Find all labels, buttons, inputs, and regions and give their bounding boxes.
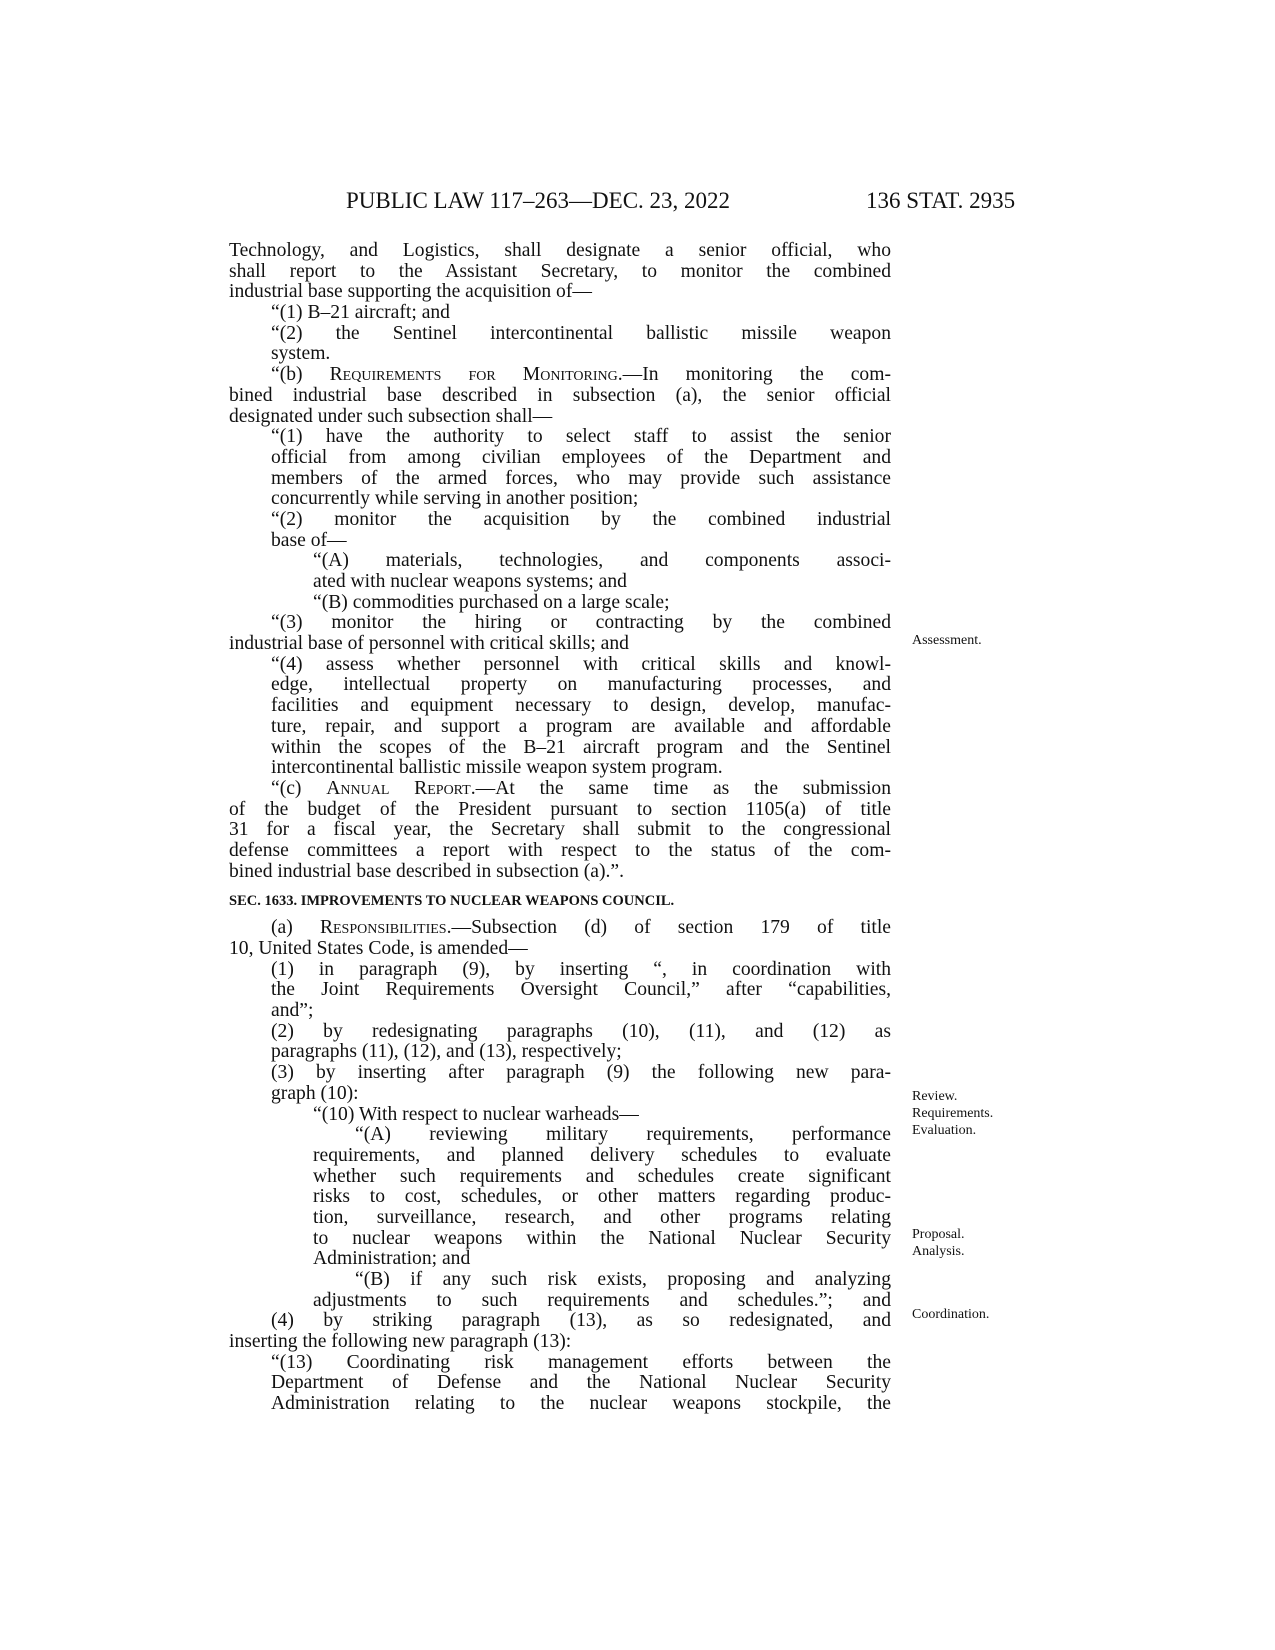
text-line: inserting the following new paragraph (13): <box>229 1331 572 1353</box>
text-line: concurrently while serving in another position; <box>271 488 639 510</box>
text-line: designated under such subsection shall— <box>229 405 553 427</box>
text-line: paragraphs (11), (12), and (13), respectively; <box>271 1041 622 1063</box>
margin-note-requirements: Requirements. <box>912 1106 994 1121</box>
text-line: industrial base supporting the acquisition of— <box>229 281 592 303</box>
text-line: (4) by striking paragraph (13), as so redesignated, and <box>271 1310 891 1332</box>
margin-note-proposal: Proposal. <box>912 1227 965 1242</box>
text-line: the Joint Requirements Oversight Council,” after “capabilities, <box>271 979 891 1001</box>
subsection-a-line <box>229 918 891 939</box>
text-line: ated with nuclear weapons systems; and <box>313 571 627 592</box>
text-line: intercontinental ballistic missile weapon system program. <box>271 757 723 779</box>
text-line: of the budget of the President pursuant to section 1105(a) of title <box>229 798 891 820</box>
text-line: “(A) materials, technologies, and components associ- <box>313 550 891 572</box>
text-line: Administration; and <box>313 1248 471 1270</box>
text-line: bined industrial base described in subsection (a).”. <box>229 860 625 882</box>
text-line: requirements, and planned delivery schedules to evaluate <box>313 1144 891 1166</box>
subsection-c-line <box>229 779 891 800</box>
text-line: “(2) the Sentinel intercontinental ballistic missile weapon <box>271 322 891 344</box>
subsection-a-text: .—Subsection (d) of section 179 of title <box>446 917 891 939</box>
text-line: official from among civilian employees of the Department and <box>271 446 891 468</box>
text-line: 31 for a fiscal year, the Secretary shall submit to the congressional <box>229 819 891 841</box>
subsection-a-number: (a) <box>271 917 320 939</box>
section-heading: SEC. 1633. IMPROVEMENTS TO NUCLEAR WEAPONS COUNCIL. <box>229 893 675 910</box>
text-line: Department of Defense and the National Nuclear Security <box>271 1372 891 1394</box>
subsection-c-text: .—At the same time as the submission <box>470 777 892 799</box>
text-line: to nuclear weapons within the National Nuclear Security <box>313 1227 891 1249</box>
text-line: tion, surveillance, research, and other programs relating <box>313 1206 891 1228</box>
text-line: risks to cost, schedules, or other matters regarding produc- <box>313 1186 891 1208</box>
margin-note-analysis: Analysis. <box>912 1244 965 1259</box>
text-line: ture, repair, and support a program are available and affordable <box>271 715 891 737</box>
text-line: base of— <box>271 529 347 551</box>
text-line: graph (10): <box>271 1082 359 1104</box>
text-line: shall report to the Assistant Secretary, to monitor the combined <box>229 260 891 282</box>
text-line: adjustments to such requirements and schedules.”; and <box>313 1289 891 1311</box>
margin-note-assessment: Assessment. <box>912 633 982 648</box>
margin-note-evaluation: Evaluation. <box>912 1123 977 1138</box>
subsection-a-heading: Responsibilities <box>319 917 447 939</box>
text-line: (3) by inserting after paragraph (9) the following new para- <box>271 1062 891 1084</box>
subsection-b-text: .—In monitoring the com- <box>617 364 891 386</box>
text-line: “(B) if any such risk exists, proposing and analyzing <box>355 1269 891 1290</box>
text-line: “(10) With respect to nuclear warheads— <box>313 1103 639 1125</box>
text-line: defense committees a report with respect to the status of the com- <box>229 839 891 861</box>
text-line: “(2) monitor the acquisition by the combined industrial <box>271 508 891 530</box>
page-number-stat: 136 STAT. 2935 <box>866 188 1016 213</box>
text-line: (1) in paragraph (9), by inserting “, in coordination with <box>271 958 891 980</box>
text-line: (2) by redesignating paragraphs (10), (11), and (12) as <box>271 1020 891 1042</box>
text-line: “(A) reviewing military requirements, performance <box>355 1124 891 1146</box>
text-line: whether such requirements and schedules create significant <box>313 1165 891 1187</box>
text-line: and”; <box>271 1000 314 1022</box>
text-line: bined industrial base described in subsection (a), the senior official <box>229 384 891 406</box>
text-line: Administration relating to the nuclear weapons stockpile, the <box>271 1393 891 1415</box>
margin-note-coordination: Coordination. <box>912 1307 990 1322</box>
text-line: system. <box>271 343 331 365</box>
text-line: edge, intellectual property on manufacturing processes, and <box>271 674 891 696</box>
text-line: facilities and equipment necessary to design, develop, manufac- <box>271 695 891 717</box>
text-line: “(B) commodities purchased on a large scale; <box>313 591 670 613</box>
running-header-title: PUBLIC LAW 117–263—DEC. 23, 2022 <box>346 188 731 213</box>
text-line: “(3) monitor the hiring or contracting by the combined <box>271 612 891 634</box>
text-line: within the scopes of the B–21 aircraft program and the Sentinel <box>271 736 891 758</box>
subsection-b-line <box>229 365 891 386</box>
text-line: “(1) B–21 aircraft; and <box>271 302 450 324</box>
statute-body <box>229 241 891 1415</box>
subsection-c-heading: Annual Report <box>326 777 471 799</box>
text-line: “(4) assess whether personnel with critical skills and knowl- <box>271 653 891 675</box>
text-line: “(13) Coordinating risk management efforts between the <box>271 1351 891 1373</box>
text-line: “(1) have the authority to select staff to assist the senior <box>271 426 891 448</box>
text-line: 10, United States Code, is amended— <box>229 938 528 959</box>
subsection-c-number: “(c) <box>271 777 327 799</box>
subsection-b-heading: Requirements for Monitoring <box>329 364 618 386</box>
text-line: industrial base of personnel with critical skills; and <box>229 633 629 655</box>
margin-note-review: Review. <box>912 1089 958 1104</box>
subsection-b-number: “(b) <box>271 364 330 386</box>
text-line: members of the armed forces, who may provide such assistance <box>271 467 891 489</box>
text-line: Technology, and Logistics, shall designate a senior official, who <box>229 240 891 261</box>
